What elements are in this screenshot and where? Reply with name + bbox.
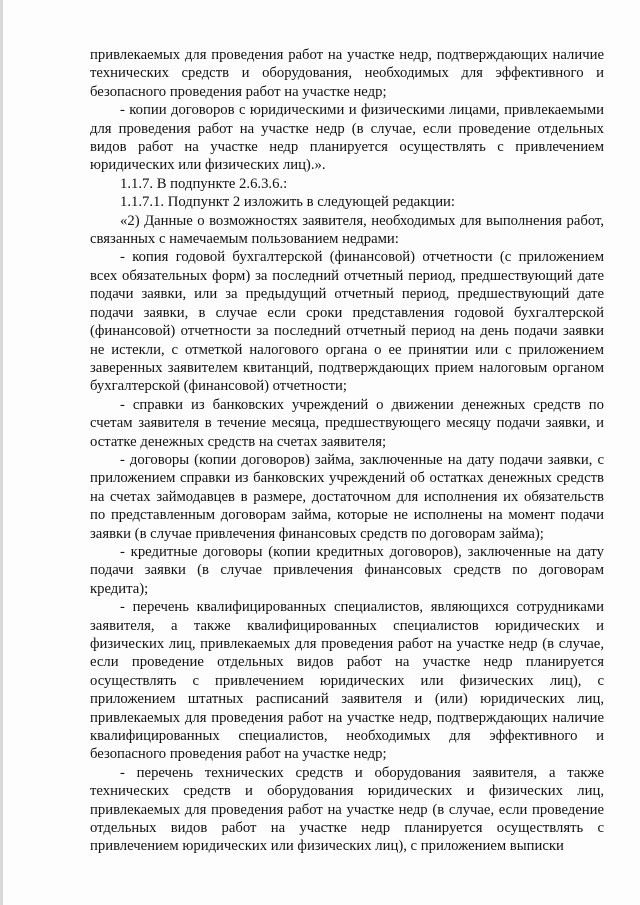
paragraph-11: - перечень технических средств и оборудования заявителя, а также технических средств и оборудования юридических и физических лиц, привлекаемых для проведения работ на участке недр (в случае, если проведение отдельных видов работ на участке недр планируется осуществлять с привлечением юридических или физических лиц), с приложением выписки	[90, 764, 604, 855]
paragraph-9: - кредитные договоры (копии кредитных договоров), заключенные на дату подачи заявки (в случае привлечения финансовых средств по договорам кредита);	[90, 543, 604, 597]
paragraph-4: 1.1.7.1. Подпункт 2 изложить в следующей редакции:	[120, 194, 456, 211]
paragraph-3: 1.1.7. В подпункте 2.6.3.6.:	[120, 175, 288, 192]
paragraph-7: - справки из банковских учреждений о движении денежных средств по счетам заявителя в течение месяца, предшествующего месяцу подачи заявки, и остатке денежных средств на счетах заявителя;	[90, 396, 604, 450]
scan-edge	[0, 0, 3, 905]
document-body	[90, 46, 604, 856]
paragraph-2: - копии договоров с юридическими и физическими лицами, привлекаемыми для проведения работ на участке недр (в случае, если проведение отдельных видов работ на участке недр планируется осуществлять с привлечением юридических или физических лиц).».	[90, 102, 604, 174]
paragraph-1: привлекаемых для проведения работ на участке недр, подтверждающих наличие технических средств и оборудования, необходимых для эффективного и безопасного проведения работ на участке недр;	[90, 47, 604, 100]
paragraph-5: «2) Данные о возможностях заявителя, необходимых для выполнения работ, связанных с намечаемым пользованием недрами:	[90, 212, 604, 248]
paragraph-10: - перечень квалифицированных специалистов, являющихся сотрудниками заявителя, а также квалифицированных специалистов юридических и физических лиц, привлекаемых для проведения работ на участке недр (в случае, если проведение отдельных видов работ на участке недр планируется осуществлять с привлечением юридических или физических лиц), с приложением штатных расписаний заявителя и (или) юридических лиц, привлекаемых для проведения работ на участке недр, подтверждающих наличие квалифицированных специалистов, необходимых для эффективного и безопасного проведения работ на участке недр;	[90, 599, 604, 763]
paragraph-6: - копия годовой бухгалтерской (финансовой) отчетности (с приложением всех обязательных форм) за последний отчетный период, предшествующий дате подачи заявки, или за предыдущий отчетный период, предшествующий дате подачи заявки, в случае если сроки представления годовой бухгалтерской (финансовой) отчетности за последний отчетный период на день подачи заявки не истекли, с отметкой налогового органа о ее принятии или с приложением заверенных заявителем квитанций, подтверждающих прием налоговым органом бухгалтерской (финансовой) отчетности;	[90, 249, 604, 395]
paragraph-8: - договоры (копии договоров) займа, заключенные на дату подачи заявки, с приложением справки из банковских учреждений об остатках денежных средств на счетах займодавцев в размере, достаточном для исполнения их обязательств по представленным договорам займа, которые не исполнены на момент подачи заявки (в случае привлечения финансовых средств по договорам займа);	[90, 451, 604, 542]
